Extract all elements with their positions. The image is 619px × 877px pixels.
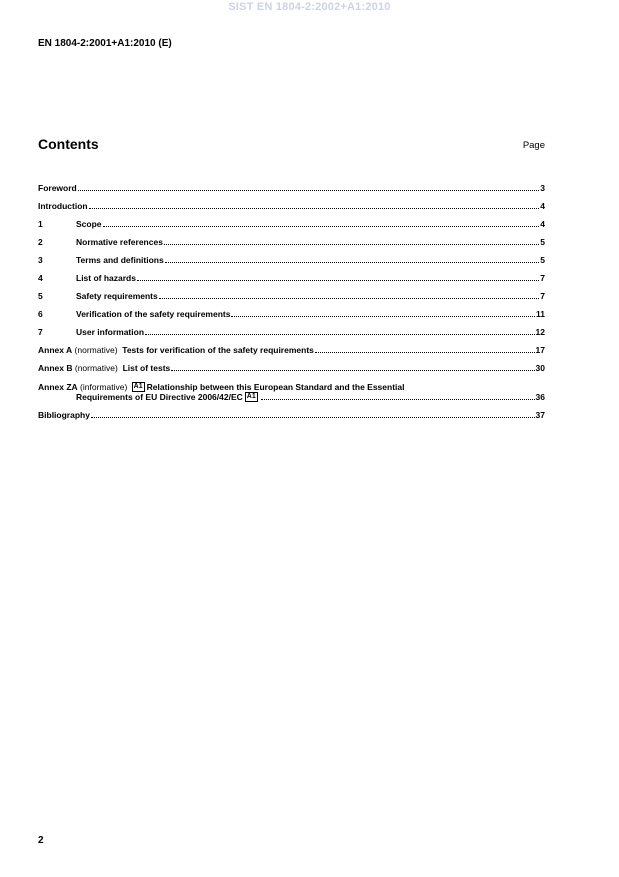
toc-entry-user-information[interactable] [38,319,545,337]
toc-entry-title: Normative references [76,237,163,247]
toc-entry-title: Safety requirements [76,291,158,301]
toc-entry-number: Annex ZA [38,382,78,392]
toc-entry-number: 4 [38,273,43,283]
toc-entry-page: 12 [535,327,545,337]
toc-entry-title: Tests for verification of the safety requirements [122,345,314,355]
toc-entry-page: 17 [535,345,545,355]
dot-leader [89,208,540,209]
toc-entry-page: 5 [540,255,545,265]
toc-entry-page: 30 [535,363,545,373]
page-number: 2 [38,835,44,846]
toc-entry-page: 4 [540,219,545,229]
document-id: EN 1804-2:2001+A1:2010 (E) [38,38,172,49]
toc-entry-annex-a[interactable] [38,337,545,355]
toc-entry-title: Foreword [38,183,77,193]
amendment-start-marker-icon: A1 [133,383,143,390]
watermark: SIST EN 1804-2:2002+A1:2010 [228,1,391,13]
toc-entry-qualifier: (normative) [74,345,118,355]
page-column-label: Page [522,140,545,151]
toc-entry-number: Annex A [38,345,73,355]
dot-leader [315,352,535,353]
toc-entry-number: 6 [38,309,43,319]
toc-entry-page: 3 [540,183,545,193]
dot-leader [145,334,535,335]
dot-leader [78,190,540,191]
toc-entry-foreword[interactable] [38,175,545,193]
dot-leader [159,298,540,299]
toc-entry-page: 11 [536,309,545,319]
toc-entry-safety-requirements[interactable] [38,283,545,301]
toc-entry-page: 5 [540,237,545,247]
toc-entry-title: List of hazards [76,273,136,283]
toc-entry-bibliography[interactable] [38,402,545,420]
toc-entry-title: Introduction [38,201,88,211]
dot-leader [171,370,534,371]
toc-entry-normative-references[interactable] [38,229,545,247]
dot-leader [91,417,535,418]
toc-entry-verification[interactable] [38,301,545,319]
dot-leader [164,244,539,245]
toc-entry-number: 7 [38,327,43,337]
toc-entry-number: 2 [38,237,43,247]
contents-heading: Contents [38,136,99,152]
toc-entry-number: Annex B [38,363,73,373]
dot-leader [103,226,540,227]
dot-leader [231,316,535,317]
toc-entry-page: 36 [535,392,545,402]
toc-entry-page: 4 [540,201,545,211]
toc-entry-number: 5 [38,291,43,301]
toc-entry-qualifier: (normative) [74,363,118,373]
toc-entry-page: 7 [540,273,545,283]
toc-entry-title: List of tests [122,363,171,373]
toc-entry-terms-and-definitions[interactable] [38,247,545,265]
toc-entry-annex-za[interactable] [38,373,545,402]
toc-entry-title: Verification of the safety requirements [76,309,231,319]
toc-entry-list-of-hazards[interactable] [38,265,545,283]
table-of-contents [38,175,545,420]
dot-leader [261,399,535,400]
toc-entry-title: User information [76,327,145,337]
toc-entry-title-continued: Requirements of EU Directive 2006/42/EC [76,392,243,402]
toc-entry-title: Relationship between this European Standard and the Essential [146,382,405,392]
toc-entry-title: Scope [76,219,102,229]
toc-entry-number: 1 [38,219,43,229]
toc-entry-number: 3 [38,255,43,265]
toc-entry-title: Bibliography [38,410,90,420]
toc-entry-introduction[interactable] [38,193,545,211]
dot-leader [137,280,539,281]
toc-entry-title: Terms and definitions [76,255,164,265]
toc-entry-annex-b[interactable] [38,355,545,373]
toc-entry-scope[interactable] [38,211,545,229]
toc-entry-page: 7 [540,291,545,301]
dot-leader [165,262,540,263]
toc-entry-page: 37 [535,410,545,420]
amendment-end-marker-icon: A1 [246,393,256,400]
toc-entry-qualifier: (informative) [80,382,128,392]
